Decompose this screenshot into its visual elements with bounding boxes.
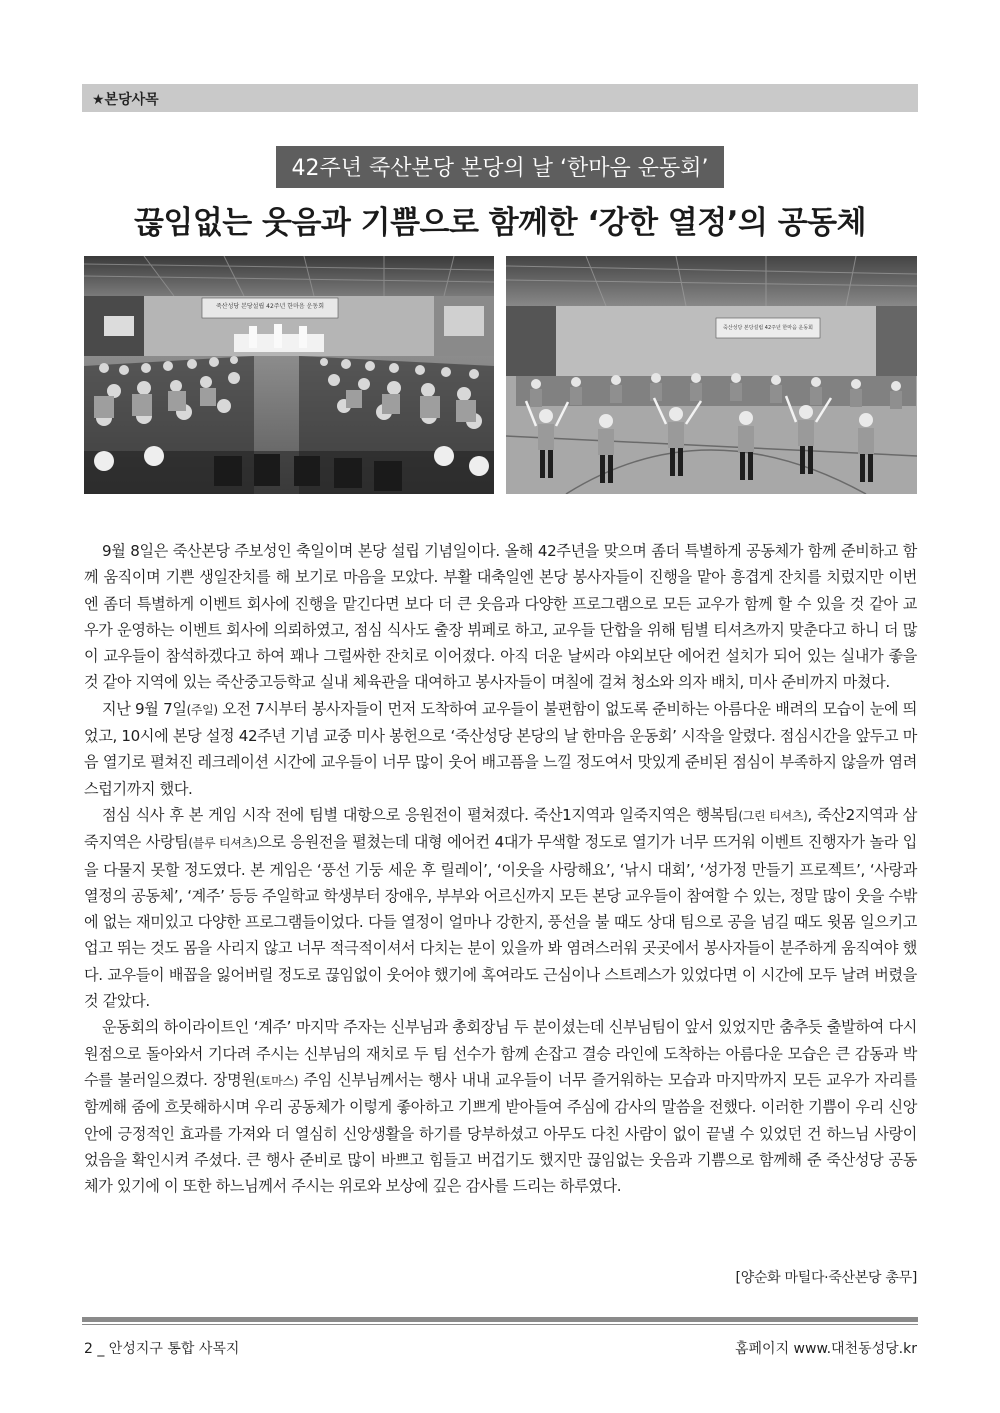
- paragraph-text: 으로 응원전을 펼쳤는데 대형 에어컨 4대가 무색할 정도로 열기가 너무 뜨거워 이벤트 진행자가 놀라 입을 다물지 못할 정도였다. 본 게임은 ‘풍선 기둥 세운 후 릴레이’, ‘이웃을 사랑해요’, ‘낚시 대회’, ‘성가정 만들기 프로젝트’, ‘사랑과 열정의 공동체’, ‘계주’ 등등 주일학교 학생부터 장애우, 부부와 어르신까지 모든 본당 교우들이 참여할 수 있는, 정말 많이 웃을 수밖에 없는 재미있고 다양한 프로그램들이었다. 다들 열정이 얼마나 강한지, 풍선을 불 때도 상대 팀으로 공을 넘길 때도 윗몸 일으키고 업고 뛰는 것도 몸을 사리지 않고 너무 적극적이셔서 다치는 분이 있을까 봐 염려스러워 곳곳에서 봉사자들이 분주하게 움직여야 했다. 교우들이 배꼽을 잃어버릴 정도로 끊임없이 웃어야 했기에 혹여라도 근심이나 스트레스가 있었다면 이 시간에 모두 날려 버렸을 것 같았다.: [84, 833, 918, 1011]
- page-number-publication: 2 _ 안성지구 통합 사목지: [84, 1341, 240, 1357]
- article-paragraph-1: 9월 8일은 죽산본당 주보성인 축일이며 본당 설립 기념일이다. 올해 42주년을 맞으며 좀더 특별하게 공동체가 함께 준비하고 함께 움직이며 기쁜 생일잔치를 해 보기로 마음을 모았다. 부활 대축일엔 본당 봉사자들이 진행을 맡아 흥겹게 잔치를 치렀지만 이번엔 좀더 특별하게 이벤트 회사에 진행을 맡긴다면 보다 더 큰 웃음과 다양한 프로그램으로 모든 교우가 함께 할 수 있을 것 같아 교우가 운영하는 이벤트 회사에 의뢰하였고, 점심 식사도 출장 뷔페로 하고, 교우들 단합을 위해 팀별 티셔츠까지 맞춘다고 하니 더 많이 교우들이 참석하겠다고 하여 꽤나 그럴싸한 잔치로 이어졌다. 아직 더운 날씨라 야외보단 에어컨 설치가 되어 있는 실내가 좋을 것 같아 지역에 있는 죽산중고등학교 실내 체육관을 대여하고 봉사자들이 며칠에 걸쳐 청소와 의자 배치, 미사 준비까지 마쳤다.: [84, 542, 917, 692]
- section-header-bar: [82, 84, 918, 112]
- paragraph-text: , 죽산2지역과 삼죽지역은 사랑팀: [84, 805, 917, 852]
- article-headline: 끊임없는 웃음과 기쁨으로 함께한 ‘강한 열정’의 공동체: [133, 205, 867, 241]
- paragraph-text: 지난 9월 7일: [102, 699, 187, 718]
- paragraph-note: (그린 티셔츠): [738, 808, 808, 823]
- homepage-url: 홈페이지 www.대천동성당.kr: [735, 1341, 917, 1357]
- dance-banner-text: 죽산성당 본당설립 42주년 한마음 운동회: [722, 325, 814, 331]
- article-paragraph-4: [84, 1014, 917, 1199]
- article-byline: [양순화 마틸다·죽산본당 총무]: [735, 1270, 917, 1286]
- photo-recreation-dance: [506, 256, 917, 494]
- photo-mass-in-gym: [84, 256, 494, 494]
- paragraph-text: 점심 식사 후 본 게임 시작 전에 팀별 대항으로 응원전이 펼쳐졌다. 죽산1지역과 일죽지역은 행복팀: [102, 805, 739, 824]
- footer-divider-thin: [82, 1324, 918, 1325]
- paragraph-text: 운동회의 하이라이트인 ‘계주’ 마지막 주자는 신부님과 총회장님 두 분이셨는데 신부님팀이 앞서 있었지만 춤추듯 출발하여 다시 원점으로 돌아와서 기다려 주시는 신부님의 재치로 두 팀 선수가 함께 손잡고 결승 라인에 도착하는 아름다운 모습은 큰 감동과 박수를 불러일으켰다. 장명원: [84, 1018, 917, 1089]
- paragraph-note: (주일): [186, 702, 218, 717]
- article-body: [84, 538, 917, 1199]
- paragraph-text: 주임 신부님께서는 행사 내내 교우들이 너무 즐거워하는 모습과 마지막까지 모든 교우가 자리를 함께해 줌에 흐뭇해하시며 우리 공동체가 이렇게 좋아하고 기쁘게 받아들여 주심에 감사의 말씀을 전했다. 이러한 기쁨이 우리 신앙 안에 긍정적인 효과를 가져와 더 열심히 신앙생활을 하기를 당부하셨고 아무도 다친 사람이 없이 끝낼 수 있었던 건 하느님 사랑이었음을 확인시켜 주셨다. 큰 행사 준비로 많이 바쁘고 힘들고 버겁기도 했지만 끊임없는 웃음과 기쁨으로 함께해 준 죽산성당 공동체가 있기에 이 또한 하느님께서 주시는 위로와 보상에 깊은 감사를 드리는 하루였다.: [84, 1070, 917, 1196]
- paragraph-text: 오전 7시부터 봉사자들이 먼저 도착하여 교우들이 불편함이 없도록 준비하는 아름다운 배려의 모습이 눈에 띄었고, 10시에 본당 설정 42주년 기념 교중 미사 봉헌으로 ‘죽산성당 본당의 날 한마음 운동회’ 시작을 알렸다. 점심시간을 앞두고 마음 열기로 펼쳐진 레크레이션 시간에 교우들이 너무 많이 웃어 배고픔을 느낄 정도여서 맛있게 준비된 점심이 부족하지 않을까 염려스럽기까지 했다.: [84, 699, 918, 798]
- article-paragraph-3: [84, 802, 917, 1014]
- paragraph-note: (블루 티셔츠): [188, 836, 258, 851]
- article-subtitle-banner: [0, 146, 1000, 188]
- paragraph-note: (토마스): [255, 1073, 299, 1088]
- mass-banner-text: 죽산성당 본당설립 42주년 한마음 운동회: [215, 303, 325, 310]
- section-label: ★본당사목: [92, 92, 159, 108]
- article-subtitle: 42주년 죽산본당 본당의 날 ‘한마음 운동회’: [276, 146, 725, 188]
- footer-divider: [82, 1317, 918, 1322]
- article-paragraph-2: [84, 696, 917, 802]
